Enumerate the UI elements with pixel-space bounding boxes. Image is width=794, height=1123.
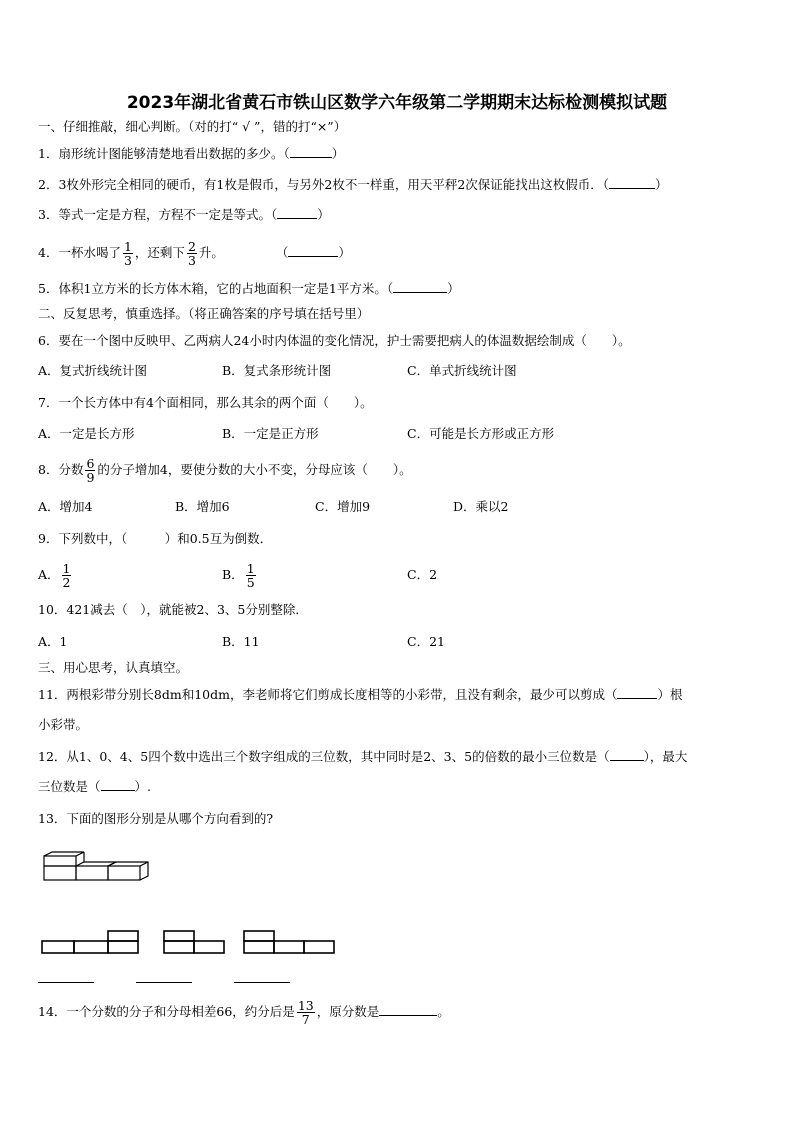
question-9: 9．下列数中，（ ）和0.5互为倒数． <box>38 531 273 546</box>
open-paren: （ <box>275 245 289 260</box>
option-10c[interactable]: C．21 <box>407 634 445 649</box>
answer-blank-12b[interactable] <box>101 778 135 791</box>
denominator: 9 <box>86 470 95 485</box>
answer-blank-2[interactable] <box>609 176 655 189</box>
close-paren: ） <box>655 177 668 192</box>
numerator: 6 <box>86 456 95 471</box>
numerator: 2 <box>187 239 196 254</box>
option-7c[interactable]: C．可能是长方形或正方形 <box>407 426 555 441</box>
denominator: 3 <box>123 253 132 268</box>
answer-blank-13c[interactable] <box>234 982 290 983</box>
question-12-line-1 <box>38 748 687 766</box>
option-label: B． <box>222 567 244 582</box>
question-4-text: ，还剩下 <box>134 245 185 260</box>
question-5 <box>38 280 460 298</box>
answer-blank-11[interactable] <box>617 686 657 699</box>
question-8-text: 的分子增加4，要使分数的大小不变，分母应该（ ）。 <box>97 462 412 477</box>
denominator: 3 <box>187 253 196 268</box>
answer-blank-3[interactable] <box>277 206 317 219</box>
numerator: 1 <box>123 239 132 254</box>
close-paren: ） <box>331 146 345 161</box>
question-14-text: ，原分数是 <box>316 1004 380 1019</box>
numerator: 1 <box>246 561 255 576</box>
option-10a[interactable]: A．1 <box>38 634 68 649</box>
question-12-text: 12．从1、0、4、5四个数中选出三个数字组成的三位数，其中同时是2、3、5的倍数的最小三位数是（ <box>38 749 610 764</box>
answer-blank-13a[interactable] <box>38 982 94 983</box>
fraction-one-fifth <box>246 562 256 589</box>
question-12-line-2 <box>38 778 151 796</box>
option-8a[interactable]: A．增加4 <box>38 499 93 514</box>
view-figure-2 <box>162 930 226 956</box>
question-14 <box>38 994 450 1030</box>
answer-blank-5[interactable] <box>393 280 447 293</box>
question-2-text: 2．3枚外形完全相同的硬币，有1枚是假币，与另外2枚不一样重，用天平秤2次保证能找出这枚假币．（ <box>38 177 610 192</box>
question-11-text: ）根 <box>657 687 683 702</box>
question-1 <box>38 145 344 163</box>
option-9c[interactable]: C．2 <box>407 567 438 582</box>
answer-blank-12a[interactable] <box>610 748 644 761</box>
question-2 <box>38 176 668 194</box>
question-11-text: 11．两根彩带分别长8dm和10dm，李老师将它们剪成长度相等的小彩带，且没有剩余，最少可以剪成（ <box>38 687 618 702</box>
option-7b[interactable]: B．一定是正方形 <box>222 426 319 441</box>
question-8-text: 8．分数 <box>38 462 84 477</box>
question-8 <box>38 452 412 488</box>
section-1-heading: 一、仔细推敲，细心判断。（对的打“ √ ”，错的打“×”） <box>38 119 347 134</box>
question-14-text: 14．一个分数的分子和分母相差66，约分后是 <box>38 1004 295 1019</box>
question-12-text: 三位数是（ <box>38 779 101 794</box>
section-2-heading: 二、反复思考，慎重选择。（将正确答案的序号填在括号里） <box>38 306 370 321</box>
close-paren: ） <box>447 281 460 296</box>
option-6c[interactable]: C．单式折线统计图 <box>407 363 517 378</box>
question-4 <box>38 234 351 272</box>
close-paren: ） <box>317 207 330 222</box>
numerator: 13 <box>297 998 314 1013</box>
fraction-two-thirds <box>187 240 197 267</box>
option-6b[interactable]: B．复式条形统计图 <box>222 363 332 378</box>
question-11-line-2: 小彩带。 <box>38 717 89 732</box>
question-13: 13．下面的图形分别是从哪个方向看到的? <box>38 811 274 826</box>
option-6a[interactable]: A．复式折线统计图 <box>38 363 148 378</box>
view-figure-3 <box>242 930 336 956</box>
close-paren: ） <box>338 245 351 260</box>
question-3 <box>38 206 330 224</box>
question-1-text: 1．扇形统计图能够清楚地看出数据的多少。（ <box>38 146 290 161</box>
question-11-line-1 <box>38 686 683 704</box>
view-figure-1 <box>40 930 140 956</box>
question-4-text: 升。 <box>198 245 224 260</box>
question-14-text: 。 <box>437 1004 450 1019</box>
question-7: 7．一个长方体中有4个面相同，那么其余的两个面（ ）。 <box>38 395 373 410</box>
option-8d[interactable]: D．乘以2 <box>453 499 509 514</box>
answer-blank-1[interactable] <box>290 145 332 158</box>
page-title: 2023年湖北省黄石市铁山区数学六年级第二学期期末达标检测模拟试题 <box>126 93 668 113</box>
option-8c[interactable]: C．增加9 <box>315 499 371 514</box>
question-3-text: 3．等式一定是方程，方程不一定是等式。（ <box>38 207 278 222</box>
question-4-text: 4．一杯水喝了 <box>38 245 121 260</box>
option-8b[interactable]: B．增加6 <box>175 499 230 514</box>
question-5-text: 5．体积1立方米的长方体木箱，它的占地面积一定是1平方米。（ <box>38 281 394 296</box>
fraction-one-half <box>62 562 72 589</box>
fraction-six-ninths <box>85 457 95 484</box>
question-12-text: ）. <box>134 779 151 794</box>
option-7a[interactable]: A．一定是长方形 <box>38 426 135 441</box>
numerator: 1 <box>62 561 71 576</box>
denominator: 7 <box>301 1012 310 1027</box>
section-3-heading: 三、用心思考，认真填空。 <box>38 660 189 675</box>
option-label: A． <box>38 567 60 582</box>
option-9b[interactable] <box>222 556 258 594</box>
cube-stack-figure <box>40 852 160 886</box>
answer-blank-13b[interactable] <box>136 982 192 983</box>
fraction-thirteen-sevenths <box>297 999 315 1026</box>
option-10b[interactable]: B．11 <box>222 634 260 649</box>
question-12-text: ），最大 <box>643 749 688 764</box>
denominator: 5 <box>246 575 255 590</box>
option-9a[interactable] <box>38 556 73 594</box>
answer-blank-14[interactable] <box>379 1003 437 1016</box>
question-6: 6．要在一个图中反映甲、乙两病人24小时内体温的变化情况，护士需要把病人的体温数据绘制成（ ）。 <box>38 333 631 348</box>
answer-blank-4[interactable] <box>288 244 338 257</box>
denominator: 2 <box>62 575 71 590</box>
question-10: 10．421减去（ ），就能被2、3、5分别整除． <box>38 602 308 617</box>
fraction-one-third <box>123 240 133 267</box>
